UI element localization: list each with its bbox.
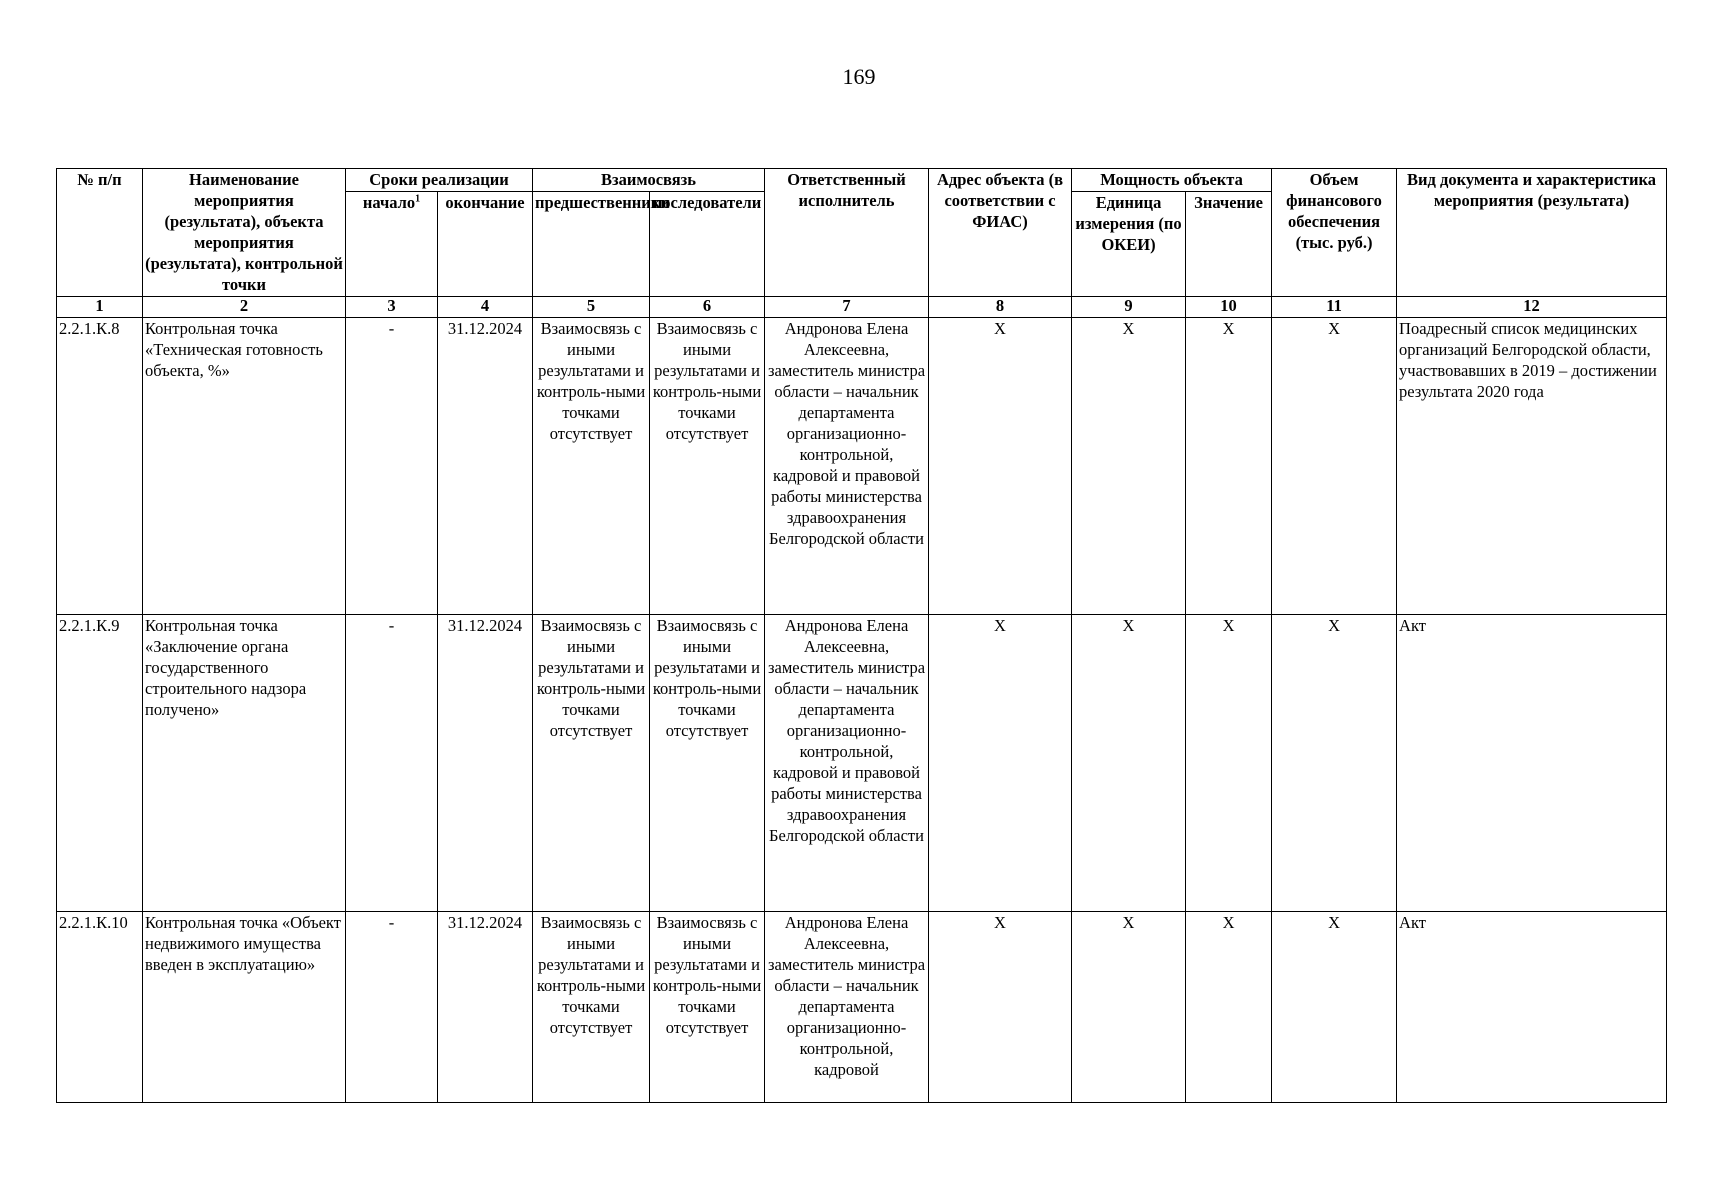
row-successors: Взаимосвязь с иными результатами и контроль-ными точками отсутствует	[650, 615, 765, 912]
row-unit: X	[1072, 318, 1186, 615]
column-number: 7	[765, 297, 929, 318]
header-start-label: начало	[362, 193, 416, 212]
header-finance: Объем финансового обеспечения (тыс. руб.)	[1272, 169, 1397, 297]
row-name: Контрольная точка «Заключение органа государственного строительного надзора получено»	[143, 615, 346, 912]
header-terms: Сроки реализации	[346, 169, 533, 192]
header-address: Адрес объекта (в соответствии с ФИАС)	[929, 169, 1072, 297]
header-row-1	[57, 169, 1667, 192]
header-predecessors: предшественники	[533, 192, 650, 297]
header-start	[346, 192, 438, 297]
row-predecessors: Взаимосвязь с иными результатами и контроль-ными точками отсутствует	[533, 318, 650, 615]
table-row	[57, 912, 1667, 1103]
row-successors: Взаимосвязь с иными результатами и контроль-ными точками отсутствует	[650, 912, 765, 1103]
row-start: -	[346, 615, 438, 912]
row-name: Контрольная точка «Объект недвижимого имущества введен в эксплуатацию»	[143, 912, 346, 1103]
row-start: -	[346, 318, 438, 615]
row-id: 2.2.1.К.9	[57, 615, 143, 912]
column-number: 12	[1397, 297, 1667, 318]
header-end: окончание	[438, 192, 533, 297]
column-number: 6	[650, 297, 765, 318]
row-finance: X	[1272, 615, 1397, 912]
column-number: 2	[143, 297, 346, 318]
row-end: 31.12.2024	[438, 912, 533, 1103]
column-number: 9	[1072, 297, 1186, 318]
row-id: 2.2.1.К.10	[57, 912, 143, 1103]
row-value: X	[1186, 318, 1272, 615]
column-number: 3	[346, 297, 438, 318]
row-end: 31.12.2024	[438, 615, 533, 912]
row-name: Контрольная точка «Техническая готовность объекта, %»	[143, 318, 346, 615]
header-doc-type: Вид документа и характеристика мероприятия (результата)	[1397, 169, 1667, 297]
header-start-footnote: 1	[415, 193, 421, 205]
column-number: 10	[1186, 297, 1272, 318]
header-capacity: Мощность объекта	[1072, 169, 1272, 192]
row-unit: X	[1072, 615, 1186, 912]
row-responsible: Андронова Елена Алексеевна, заместитель министра области – начальник департамента организационно-контрольной, кадровой и правовой работы министерства здравоохранения Белгородской области	[765, 615, 929, 912]
row-predecessors: Взаимосвязь с иными результатами и контроль-ными точками отсутствует	[533, 615, 650, 912]
column-number-row	[57, 297, 1667, 318]
row-start: -	[346, 912, 438, 1103]
row-doc: Поадресный список медицинских организаций Белгородской области, участвовавших в 2019 – достижении результата 2020 года	[1397, 318, 1667, 615]
row-address: X	[929, 912, 1072, 1103]
header-name: Наименование мероприятия (результата), объекта мероприятия (результата), контрольной точки	[143, 169, 346, 297]
row-responsible: Андронова Елена Алексеевна, заместитель министра области – начальник департамента организационно-контрольной, кадровой и правовой работы министерства здравоохранения Белгородской области	[765, 318, 929, 615]
row-predecessors: Взаимосвязь с иными результатами и контроль-ными точками отсутствует	[533, 912, 650, 1103]
row-unit: X	[1072, 912, 1186, 1103]
column-number: 8	[929, 297, 1072, 318]
row-address: X	[929, 615, 1072, 912]
header-unit: Единица измерения (по ОКЕИ)	[1072, 192, 1186, 297]
header-num: № п/п	[57, 169, 143, 297]
column-number: 1	[57, 297, 143, 318]
row-end: 31.12.2024	[438, 318, 533, 615]
table-row	[57, 615, 1667, 912]
column-number: 4	[438, 297, 533, 318]
row-id: 2.2.1.К.8	[57, 318, 143, 615]
table-row	[57, 318, 1667, 615]
row-finance: X	[1272, 912, 1397, 1103]
page-number: 169	[842, 64, 876, 89]
row-doc: Акт	[1397, 615, 1667, 912]
column-number: 5	[533, 297, 650, 318]
control-points-table	[56, 168, 1667, 1103]
header-responsible: Ответственный исполнитель	[765, 169, 929, 297]
row-doc: Акт	[1397, 912, 1667, 1103]
header-successors: последователи	[650, 192, 765, 297]
row-value: X	[1186, 615, 1272, 912]
header-link: Взаимосвязь	[533, 169, 765, 192]
header-value: Значение	[1186, 192, 1272, 297]
column-number: 11	[1272, 297, 1397, 318]
row-address: X	[929, 318, 1072, 615]
row-successors: Взаимосвязь с иными результатами и контроль-ными точками отсутствует	[650, 318, 765, 615]
row-value: X	[1186, 912, 1272, 1103]
row-finance: X	[1272, 318, 1397, 615]
row-responsible: Андронова Елена Алексеевна, заместитель министра области – начальник департамента организационно-контрольной, кадровой	[765, 912, 929, 1103]
